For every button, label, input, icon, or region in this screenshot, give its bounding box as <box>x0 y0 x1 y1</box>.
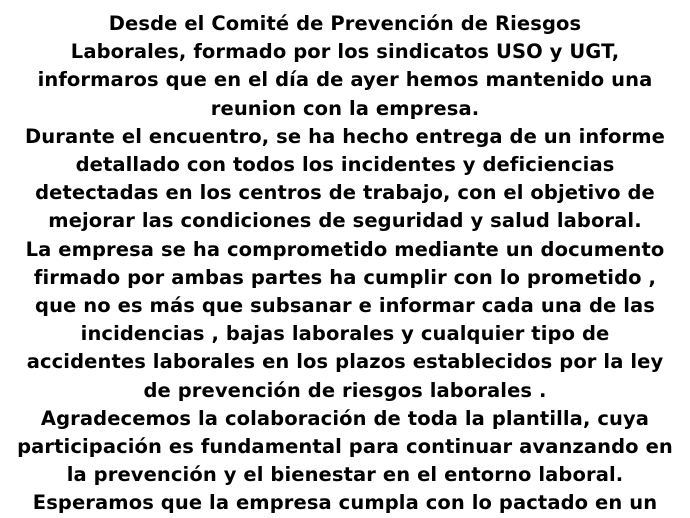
text-line: firmado por ambas partes ha cumplir con lo prometido , <box>33 265 657 289</box>
text-line: Agradecemos la colaboración de toda la plantilla, cuya <box>40 406 650 430</box>
text-line: incidencias , bajas laborales y cualquier tipo de <box>80 322 610 346</box>
text-line: detallado con todos los incidentes y deficiencias <box>75 153 615 177</box>
text-line: participación es fundamental para continuar avanzando en <box>17 435 673 459</box>
text-line: de prevención de riesgos laborales . <box>143 378 547 402</box>
text-line: Esperamos que la empresa cumpla con lo pactado en un <box>32 491 658 515</box>
text-line: La empresa se ha comprometido mediante un documento <box>25 237 665 261</box>
text-line: reunion con la empresa. <box>210 96 480 120</box>
text-line: accidentes laborales en los plazos establecidos por la ley <box>26 350 664 374</box>
text-line: Durante el encuentro, se ha hecho entrega de un informe <box>25 124 665 148</box>
text-line: mejorar las condiciones de seguridad y salud laboral. <box>48 209 642 233</box>
text-line: Laborales, formado por los sindicatos USO y UGT, <box>70 40 620 64</box>
text-line: informaros que en el día de ayer hemos mantenido una <box>37 68 653 92</box>
document-body <box>0 10 690 515</box>
text-line: Desde el Comité de Prevención de Riesgos <box>108 12 582 35</box>
text-line: que no es más que subsanar e informar cada una de las <box>35 294 655 318</box>
text-line: detectadas en los centros de trabajo, con el objetivo de <box>35 181 655 205</box>
text-line: la prevención y el bienestar en el entorno laboral. <box>66 463 624 487</box>
